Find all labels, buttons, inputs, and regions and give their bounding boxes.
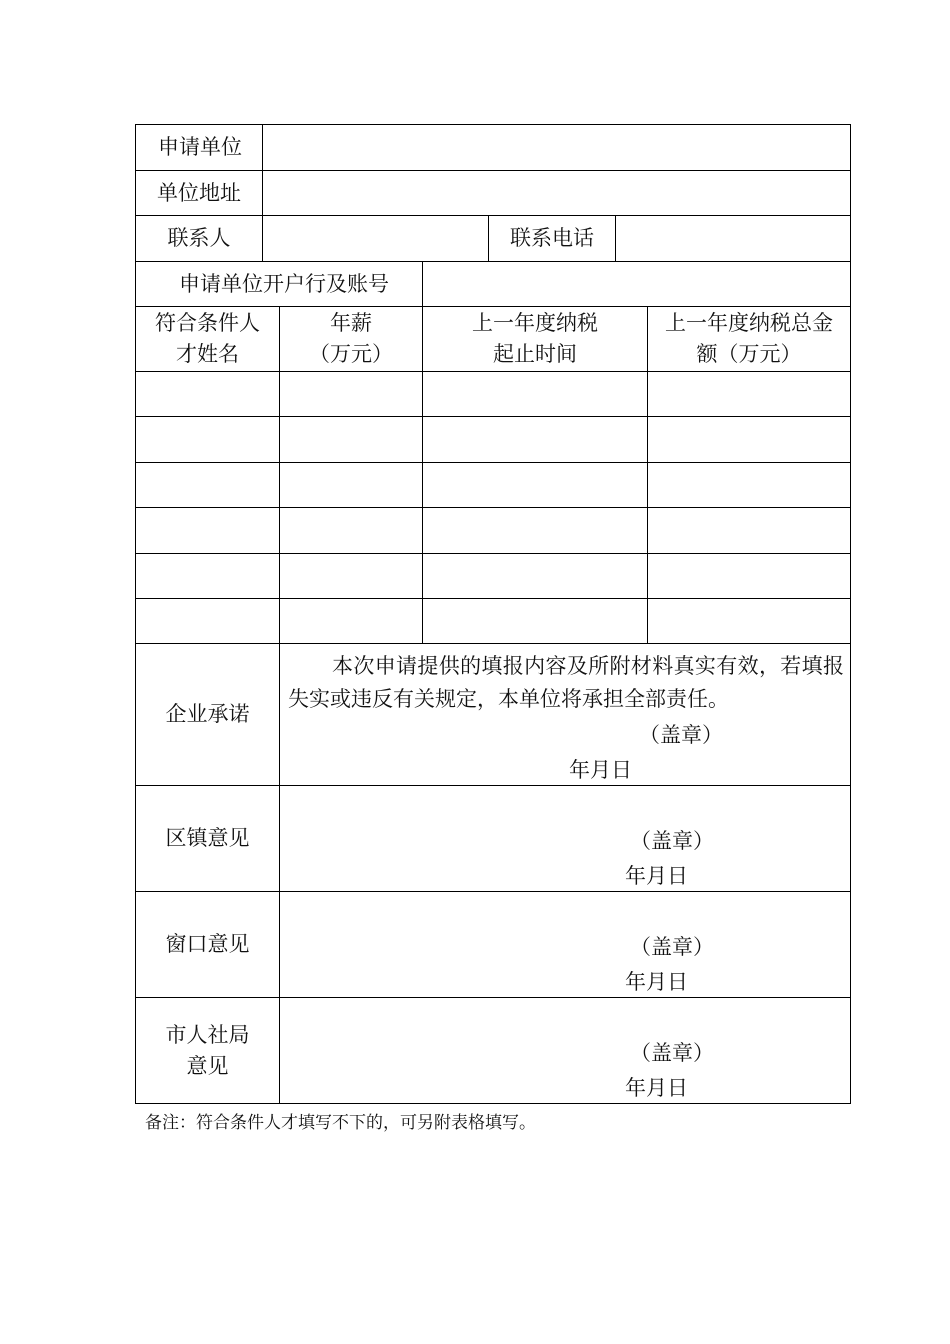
- window-opinion-label: 窗口意见: [165, 932, 250, 956]
- hr-bureau-label-line2: 意见: [186, 1053, 229, 1078]
- tax-amount-cell[interactable]: [648, 508, 850, 553]
- tax-period-cell[interactable]: [423, 508, 647, 553]
- hr-bureau-seal-label: （盖章）: [630, 1041, 714, 1065]
- bank-account-field[interactable]: [423, 262, 850, 306]
- tax-period-cell[interactable]: [423, 599, 647, 643]
- contact-phone-label: 联系电话: [510, 226, 594, 250]
- tax-period-cell[interactable]: [423, 372, 647, 416]
- enterprise-promise-label: 企业承诺: [165, 702, 250, 726]
- header-talent-name: [136, 307, 279, 371]
- salary-cell[interactable]: [280, 508, 422, 553]
- salary-cell[interactable]: [280, 599, 422, 643]
- salary-cell[interactable]: [280, 372, 422, 416]
- enterprise-seal-label: （盖章）: [639, 723, 723, 747]
- header-annual-salary: [280, 307, 422, 371]
- contact-person-field[interactable]: [263, 216, 488, 261]
- enterprise-date-label: 年月日: [569, 758, 632, 782]
- district-date-label: 年月日: [625, 864, 688, 888]
- contact-person-label: 联系人: [167, 226, 231, 250]
- district-seal-label: （盖章）: [630, 829, 714, 853]
- talent-name-cell[interactable]: [136, 508, 279, 553]
- hr-bureau-label-line1: 市人社局: [165, 1022, 250, 1047]
- tax-period-cell[interactable]: [423, 554, 647, 598]
- header-annual-salary-line2: （万元）: [309, 342, 393, 366]
- tax-amount-cell[interactable]: [648, 463, 850, 507]
- salary-cell[interactable]: [280, 554, 422, 598]
- tax-period-cell[interactable]: [423, 417, 647, 462]
- tax-period-cell[interactable]: [423, 463, 647, 507]
- header-tax-amount-line2: 额（万元）: [696, 342, 802, 366]
- unit-address-label: 单位地址: [157, 180, 241, 205]
- header-annual-salary-line1: 年薪: [330, 311, 372, 335]
- hr-bureau-opinion-label: [136, 998, 279, 1103]
- form-note: 备注：符合条件人才填写不下的，可另附表格填写。: [145, 1113, 536, 1133]
- header-tax-amount: [648, 307, 850, 371]
- talent-name-cell[interactable]: [136, 417, 279, 462]
- tax-amount-cell[interactable]: [648, 372, 850, 416]
- talent-name-cell[interactable]: [136, 372, 279, 416]
- header-talent-name-line1: 符合条件人: [155, 311, 260, 335]
- header-talent-name-line2: 才姓名: [176, 342, 239, 366]
- salary-cell[interactable]: [280, 417, 422, 462]
- table-border-right: [850, 124, 851, 1104]
- tax-amount-cell[interactable]: [648, 417, 850, 462]
- hr-bureau-date-label: 年月日: [625, 1076, 688, 1100]
- contact-phone-field[interactable]: [616, 216, 850, 261]
- unit-address-field[interactable]: [263, 171, 850, 215]
- window-date-label: 年月日: [625, 970, 688, 994]
- district-opinion-label: 区镇意见: [165, 826, 250, 850]
- header-tax-period-line1: 上一年度纳税: [472, 311, 598, 335]
- talent-name-cell[interactable]: [136, 599, 279, 643]
- applicant-unit-label: 申请单位: [158, 135, 242, 159]
- applicant-unit-field[interactable]: [263, 125, 850, 170]
- header-tax-amount-line1: 上一年度纳税总金: [665, 311, 833, 335]
- salary-cell[interactable]: [280, 463, 422, 507]
- header-tax-period: [423, 307, 647, 371]
- talent-name-cell[interactable]: [136, 463, 279, 507]
- tax-amount-cell[interactable]: [648, 554, 850, 598]
- table-border-bottom: [135, 1103, 851, 1104]
- bank-account-label: 申请单位开户行及账号: [179, 271, 389, 296]
- talent-name-cell[interactable]: [136, 554, 279, 598]
- header-tax-period-line2: 起止时间: [493, 342, 577, 366]
- enterprise-promise-text: 本次申请提供的填报内容及所附材料真实有效，若填报失实或违反有关规定，本单位将承担全部责任。: [288, 654, 844, 711]
- window-seal-label: （盖章）: [630, 935, 714, 959]
- tax-amount-cell[interactable]: [648, 599, 850, 643]
